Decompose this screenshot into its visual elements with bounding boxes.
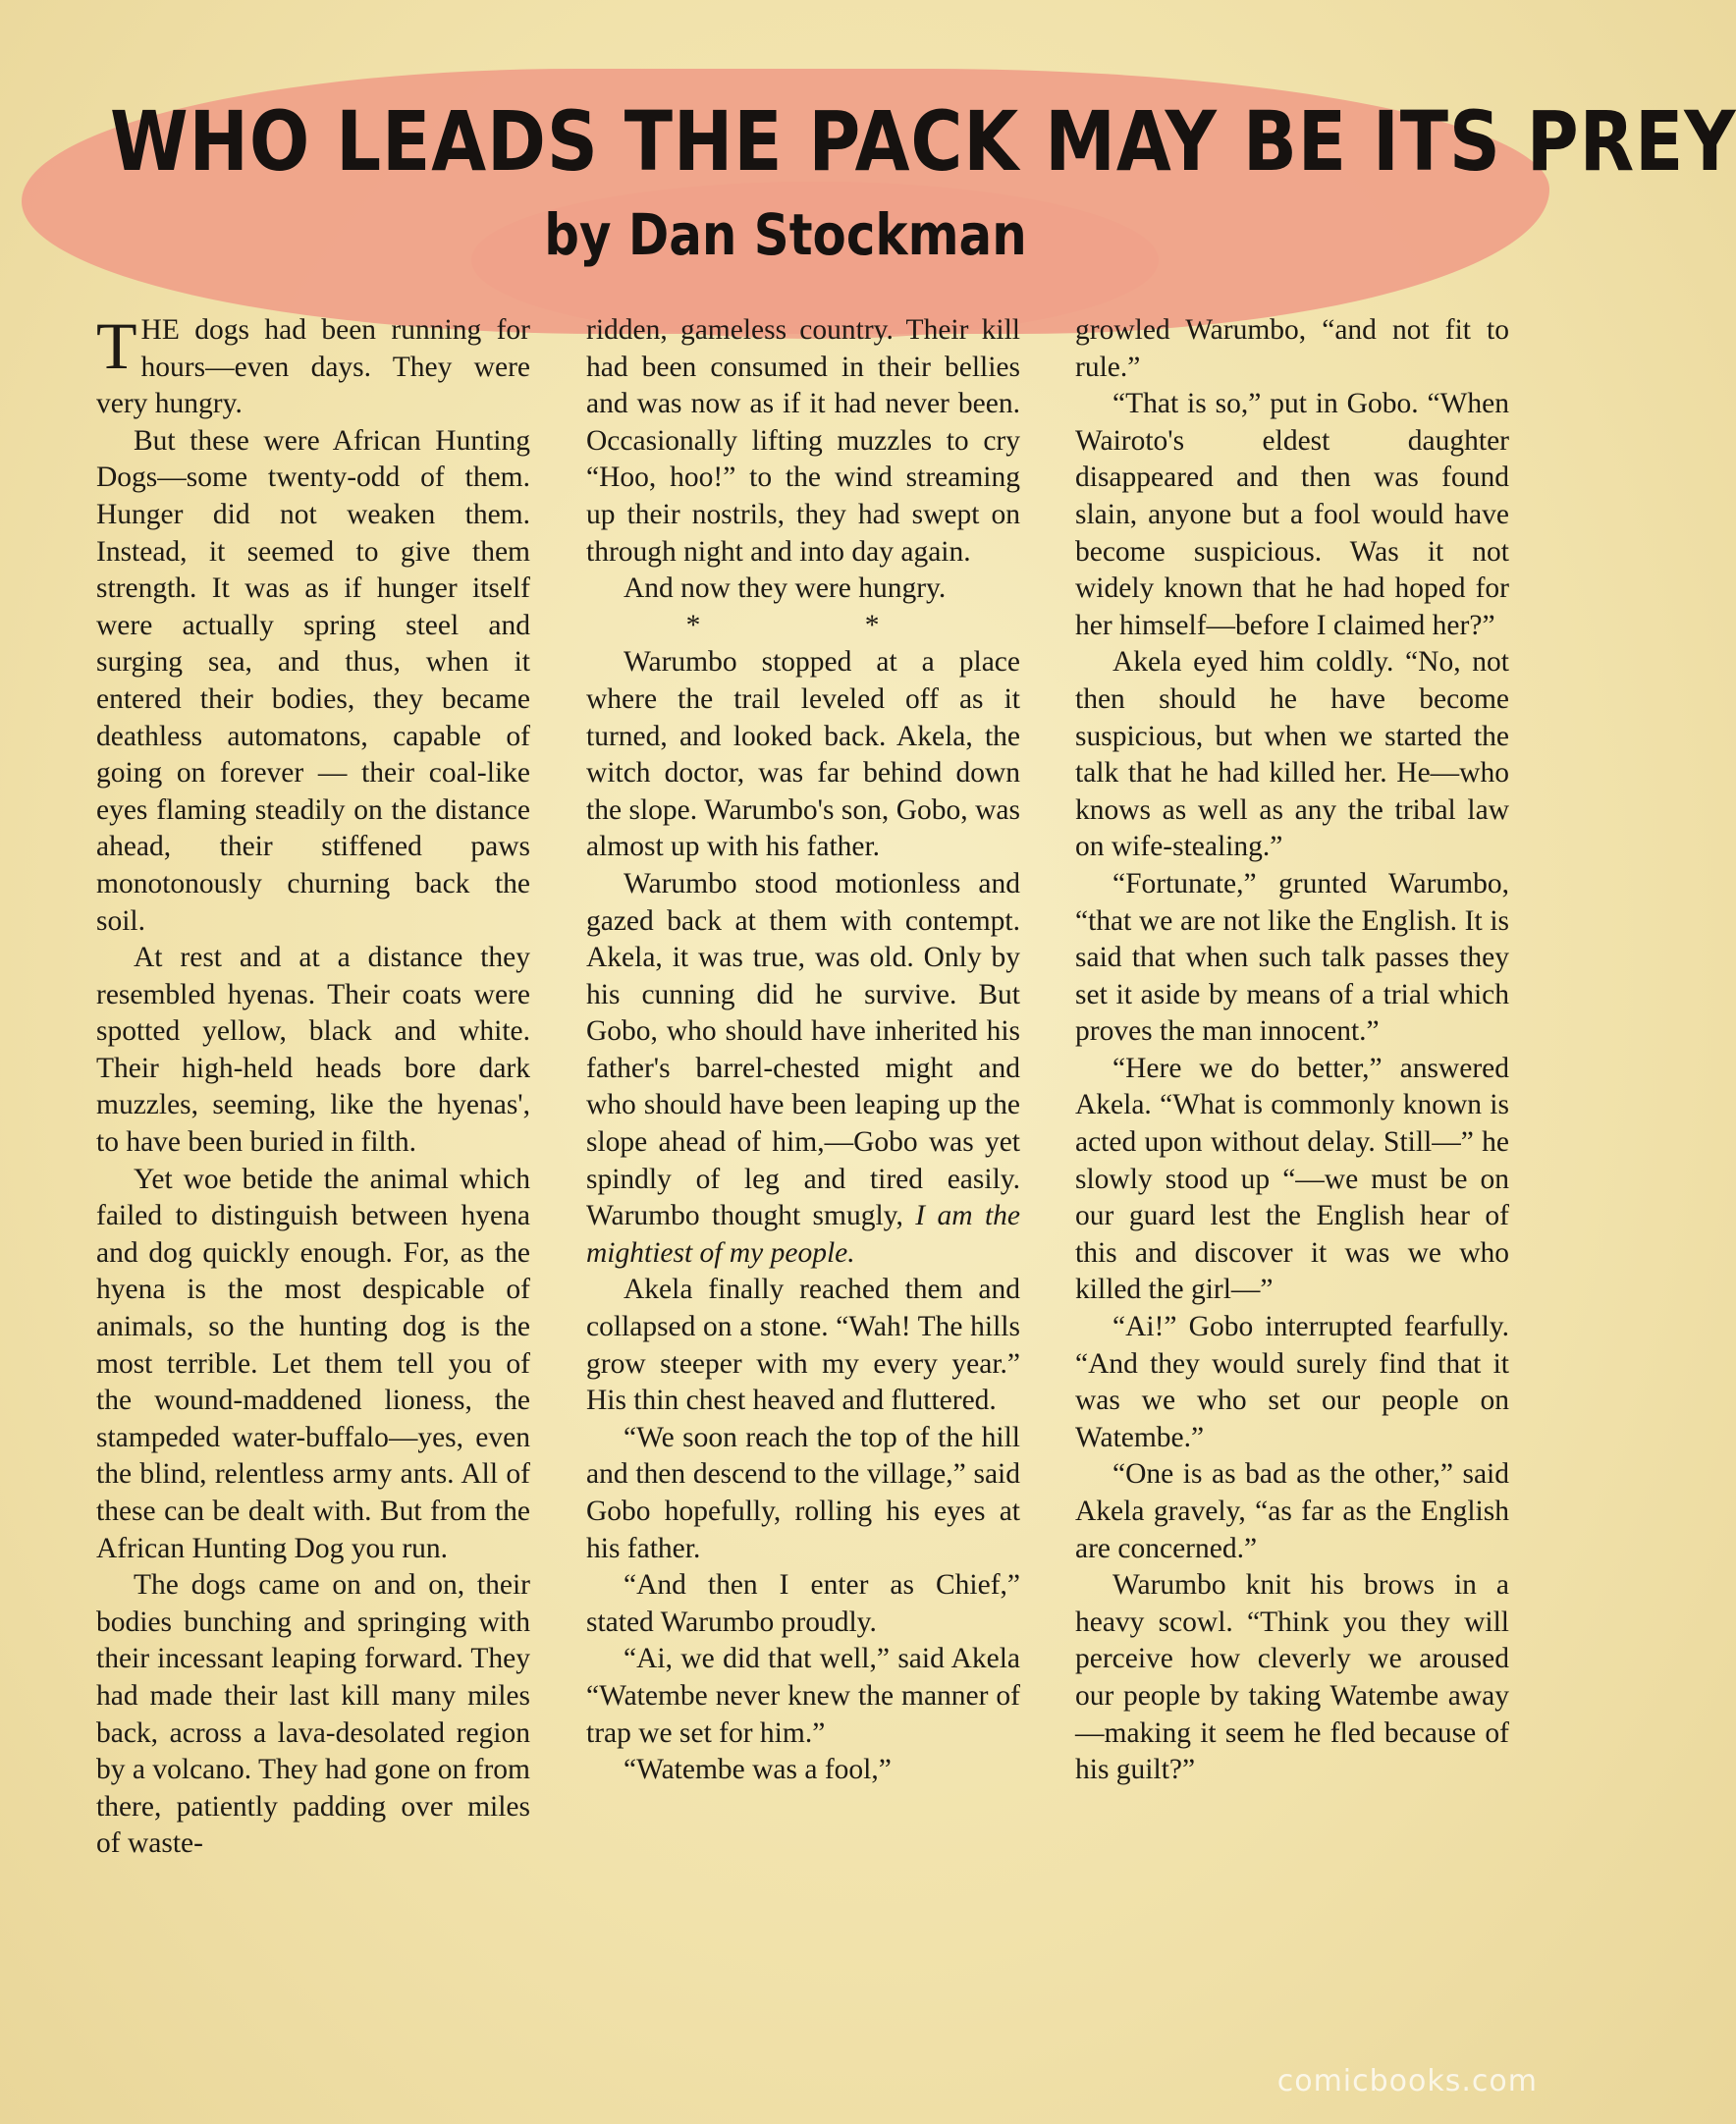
paragraph: “We soon reach the top of the hill and then descend to the village,” said Gobo hopefully, rolling his eyes at his father.: [586, 1421, 1020, 1564]
text-columns: [0, 308, 1571, 2080]
paragraph: “Fortunate,” grunted Warumbo, “that we are not like the English. It is said that when such talk passes they set it aside by means of a trial which proves the man innocent.”: [1075, 867, 1509, 1048]
paragraph-text: Warumbo stood motionless and gazed back at them with contempt. Akela, it was true, was old. Only by his cunning did he survive. But Gobo, who should have inherited his father's barrel-chested might and who should have been leaping up the slope ahead of him,—Gobo was yet spindly of leg and tired easily. Warumbo thought smugly,: [586, 867, 1020, 1232]
section-separator: * *: [685, 609, 958, 641]
paragraph: Akela eyed him coldly. “No, not then should he have become suspicious, but when we started the talk that he had killed her. He—who knows as well as any the tribal law on wife-stealing.”: [1075, 646, 1509, 863]
paragraph: “That is so,” put in Gobo. “When Wairoto's eldest daughter disappeared and then was found slain, anyone but a fool would have become suspicious. Was it not widely known that he had hoped for her himself—before I claimed her?”: [1075, 388, 1509, 641]
paragraph: “Ai!” Gobo interrupted fearfully. “And they would surely find that it was we who set our people on Watembe.”: [1075, 1311, 1509, 1453]
paragraph: At rest and at a distance they resembled hyenas. Their coats were spotted yellow, black and white. Their high-held heads bore dark muzzles, seeming, like the hyenas', to have been buried in filth.: [96, 942, 530, 1159]
paragraph: “And then I enter as Chief,” stated Warumbo proudly.: [586, 1569, 1020, 1638]
column-2: [586, 312, 1020, 1789]
column-3: [1075, 312, 1509, 1789]
paragraph: ridden, gameless country. Their kill had been consumed in their bellies and was now as if it had never been. Occasionally lifting muzzles to cry “Hoo, hoo!” to the wind streaming up their nostrils, they had swept on through night and into day again.: [586, 314, 1020, 568]
paragraph: But these were African Hunting Dogs—some twenty-odd of them. Hunger did not weaken them. Instead, it seemed to give them strength. It was as if hunger itself were actually spring steel and surging sea, and thus, when it entered their bodies, they became deathless automatons, capable of going on forever — their coal-like eyes flaming steadily on the distance ahead, their stiffened paws monotonously churning back the soil.: [96, 424, 530, 937]
paragraph: “Watembe was a fool,”: [624, 1754, 892, 1786]
drop-cap: T: [96, 308, 137, 383]
paragraph: growled Warumbo, “and not fit to rule.”: [1075, 314, 1509, 383]
paragraph: [96, 308, 530, 423]
paragraph: Warumbo knit his brows in a heavy scowl. “Think you they will perceive how cleverly we aroused our people by taking Watembe away—making it seem he fled because of his guilt?”: [1075, 1569, 1509, 1786]
paragraph: “Here we do better,” answered Akela. “What is commonly known is acted upon without delay. Still—” he slowly stood up “—we must be on our guard lest the English hear of this and discover it was we who killed the girl—”: [1075, 1052, 1509, 1306]
paragraph-text: HE dogs had been running for hours—even days. They were very hungry.: [96, 314, 530, 420]
paragraph: The dogs came on and on, their bodies bunching and springing with their incessant leaping forward. They had made their last kill many miles back, across a lava-desolated region by a volcano. They had gone on from there, patiently padding over miles of waste-: [96, 1569, 530, 1860]
paragraph: Warumbo stopped at a place where the trail leveled off as it turned, and looked back. Akela, the witch doctor, was far behind down the slope. Warumbo's son, Gobo, was almost up with his father.: [586, 646, 1020, 863]
paragraph: Yet woe betide the animal which failed to distinguish between hyena and dog quickly enough. For, as the hyena is the most despicable of animals, so the hunting dog is the most terrible. Let them tell you of the wound-maddened lioness, the stampeded water-buffalo—yes, even the blind, relentless army ants. All of these can be dealt with. But from the African Hunting Dog you run.: [96, 1163, 530, 1564]
site-watermark: comicbooks.com: [1276, 2064, 1538, 2098]
paragraph: “One is as bad as the other,” said Akela gravely, “as far as the English are concerned.”: [1075, 1458, 1509, 1564]
column-1: [96, 308, 530, 1863]
italic-thought: I am the mightiest of my people.: [586, 1200, 1020, 1269]
story-title: WHO LEADS THE PACK MAY BE ITS PREY: [110, 93, 1736, 190]
paragraph: “Ai, we did that well,” said Akela “Watembe never knew the manner of trap we set for him.”: [586, 1643, 1020, 1749]
paragraph: Akela finally reached them and collapsed on a stone. “Wah! The hills grow steeper with my every year.” His thin chest heaved and fluttered.: [586, 1274, 1020, 1417]
paragraph: And now they were hungry.: [624, 572, 947, 605]
story-byline: by Dan Stockman: [544, 201, 1027, 268]
paragraph: [586, 866, 1020, 1273]
